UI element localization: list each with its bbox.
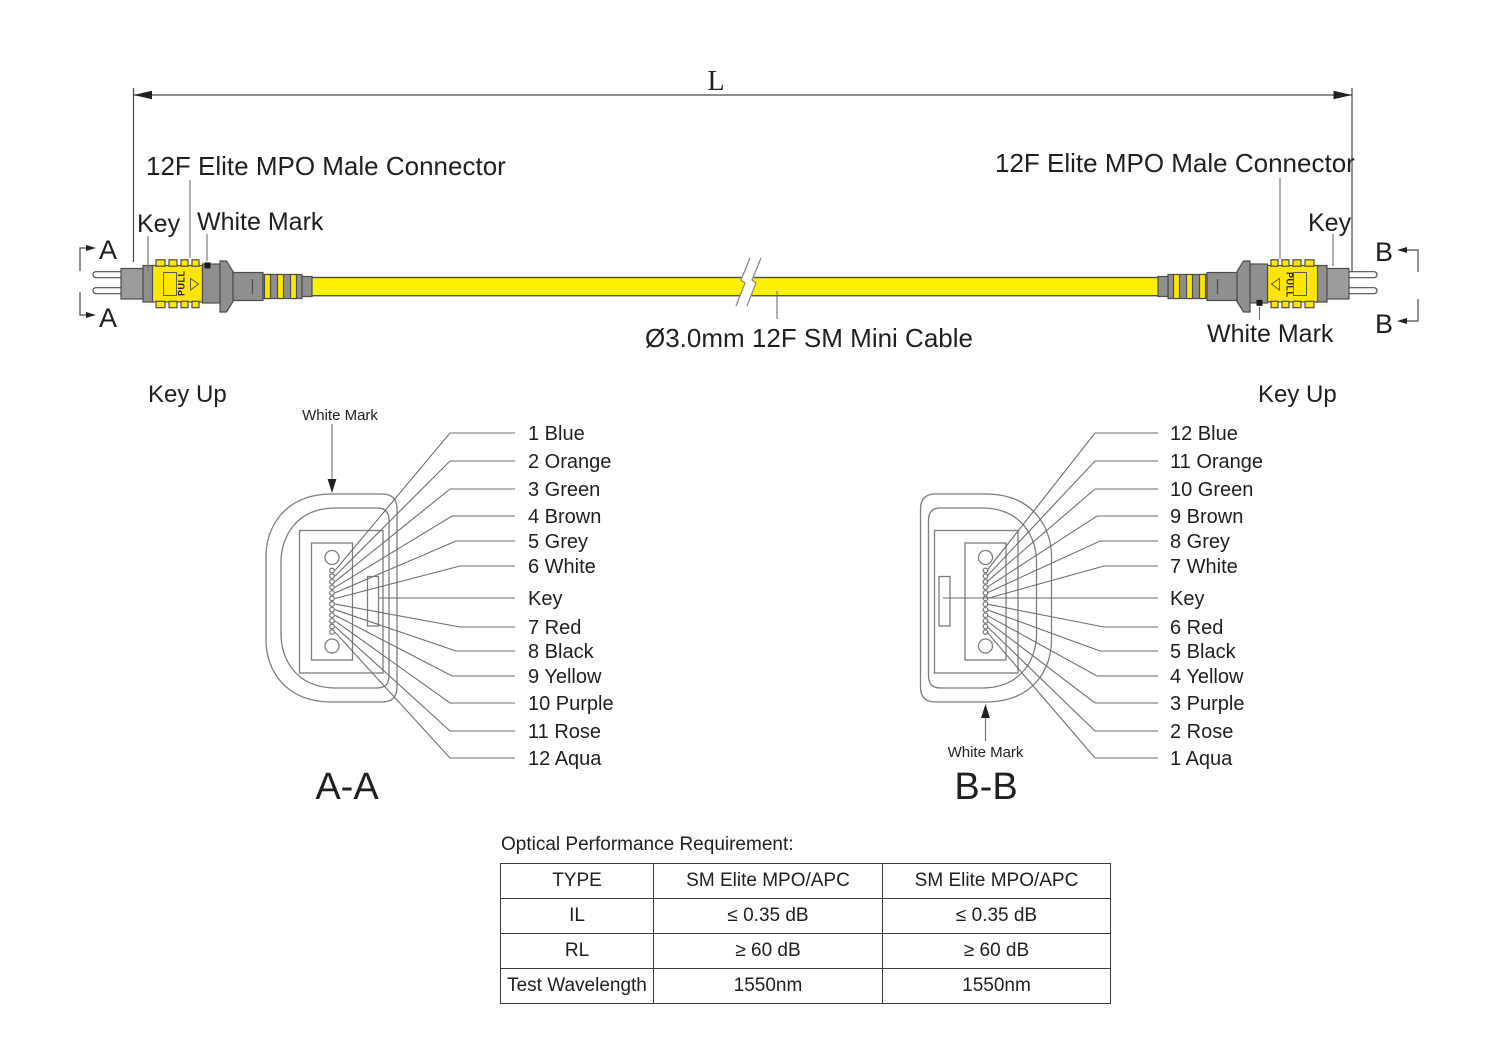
key-label: Key: [1170, 588, 1205, 610]
right-connector-label: 12F Elite MPO Male Connector: [995, 148, 1355, 178]
table-cell: 1550nm: [883, 969, 1111, 1004]
table-cell: Test Wavelength: [501, 969, 654, 1004]
optical-performance-table: [500, 863, 1111, 1004]
section-a-top: A: [99, 235, 118, 265]
fiber-label: 3 Green: [528, 479, 601, 501]
left-pull-text: PULL: [176, 270, 187, 296]
table-cell: SM Elite MPO/APC: [883, 864, 1111, 899]
table-cell: ≥ 60 dB: [883, 934, 1111, 969]
face-b-title: B-B: [954, 766, 1018, 808]
fiber-label: 4 Yellow: [1170, 666, 1244, 688]
fiber-label: 6 White: [528, 556, 596, 578]
table-cell: SM Elite MPO/APC: [654, 864, 883, 899]
table-cell: 1550nm: [654, 969, 883, 1004]
table-cell: ≥ 60 dB: [654, 934, 883, 969]
table-cell: ≤ 0.35 dB: [883, 899, 1111, 934]
table-row: [501, 864, 1111, 899]
key-label: Key: [528, 588, 563, 610]
fiber-label: 3 Purple: [1170, 693, 1245, 715]
table-cell: TYPE: [501, 864, 654, 899]
left-white-mark-dot: [205, 262, 211, 268]
left-white-mark-label: White Mark: [197, 208, 324, 236]
fiber-label: 10 Purple: [528, 693, 614, 715]
table-cell: IL: [501, 899, 654, 934]
cable-label: Ø3.0mm 12F SM Mini Cable: [645, 323, 973, 353]
right-white-mark-label: White Mark: [1207, 320, 1334, 348]
left-key-label: Key: [137, 210, 181, 238]
face-b-white-mark: White Mark: [947, 744, 1024, 761]
right-callouts: [995, 148, 1355, 348]
fiber-label: 9 Yellow: [528, 666, 602, 688]
face-a-view: [266, 494, 397, 702]
fiber-label: 9 Brown: [1170, 506, 1244, 528]
fiber-label: 2 Rose: [1170, 721, 1234, 743]
section-a-bottom: A: [99, 303, 118, 333]
face-a-title: A-A: [315, 766, 379, 808]
fiber-label: 10 Green: [1170, 479, 1254, 501]
right-white-mark-dot: [1257, 300, 1263, 306]
fiber-label: 12 Blue: [1170, 423, 1238, 445]
fiber-label: 6 Red: [1170, 617, 1224, 639]
fiber-label: 1 Aqua: [1170, 748, 1233, 770]
fiber-label: 12 Aqua: [528, 748, 602, 770]
face-b-callouts: [943, 381, 1337, 808]
dimension-label: L: [707, 66, 725, 97]
right-connector: [1158, 260, 1377, 312]
fiber-label: 11 Orange: [1170, 451, 1264, 473]
table-title: Optical Performance Requirement:: [501, 834, 794, 855]
fiber-label: 7 Red: [528, 617, 582, 639]
dim-arrow-right: [1334, 91, 1353, 99]
left-callouts: [137, 151, 506, 271]
face-a-key-up: Key Up: [148, 381, 227, 408]
right-key-label: Key: [1308, 209, 1352, 237]
dim-arrow-left: [134, 91, 153, 99]
right-pull-text: PULL: [1284, 272, 1295, 298]
fiber-label: 5 Black: [1170, 641, 1236, 663]
fiber-label: 8 Grey: [1170, 531, 1231, 553]
left-connector-label: 12F Elite MPO Male Connector: [146, 151, 506, 181]
fiber-label: 1 Blue: [528, 423, 585, 445]
face-b-key-up: Key Up: [1258, 381, 1337, 408]
left-connector: [93, 260, 312, 312]
table-row: [501, 934, 1111, 969]
fiber-label: 5 Grey: [528, 531, 589, 553]
table-cell: ≤ 0.35 dB: [654, 899, 883, 934]
section-b-bottom: B: [1375, 309, 1394, 339]
fiber-label: 4 Brown: [528, 506, 602, 528]
face-a-white-mark: White Mark: [302, 407, 378, 424]
cable-callout: [645, 291, 973, 353]
table-cell: RL: [501, 934, 654, 969]
table-row: [501, 969, 1111, 1004]
fiber-label: 11 Rose: [528, 721, 602, 743]
fiber-label: 8 Black: [528, 641, 594, 663]
cable-jacket: [310, 278, 1161, 296]
fiber-label: 2 Orange: [528, 451, 612, 473]
table-row: [501, 899, 1111, 934]
section-b-top: B: [1375, 237, 1394, 267]
optical-performance-section: [500, 834, 1112, 1004]
fiber-label: 7 White: [1170, 556, 1238, 578]
